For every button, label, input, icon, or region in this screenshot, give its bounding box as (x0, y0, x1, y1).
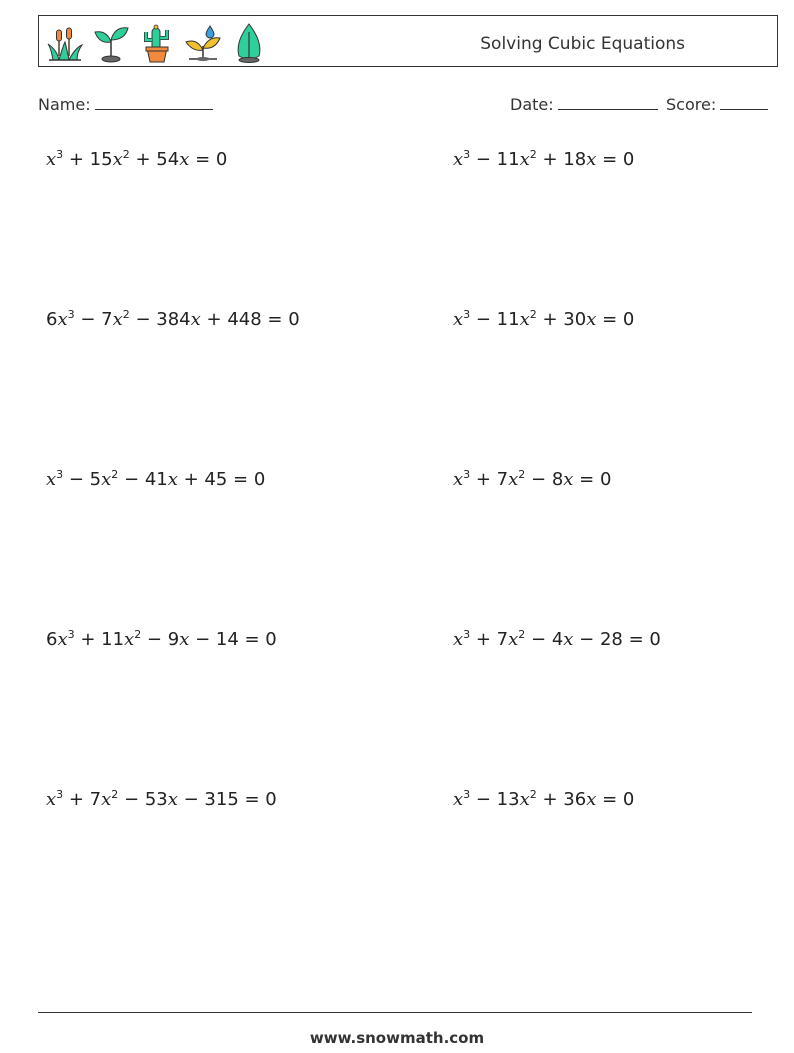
date-label: Date: (510, 95, 554, 114)
equation-p3: $6x^3 - 7x^2 - 384x + 448 = 0$ (46, 308, 300, 330)
name-label: Name: (38, 95, 91, 114)
equation-p9: $x^3 + 7x^2 - 53x - 315 = 0$ (46, 788, 277, 810)
footer-divider (38, 1012, 752, 1013)
score-label: Score: (666, 95, 717, 114)
worksheet-title: Solving Cubic Equations (480, 34, 685, 54)
equation-p6: $x^3 + 7x^2 - 8x = 0$ (453, 468, 612, 490)
equation-p1: $x^3 + 15x^2 + 54x = 0$ (46, 148, 228, 170)
equation-p8: $x^3 + 7x^2 - 4x - 28 = 0$ (453, 628, 661, 650)
equation-p5: $x^3 - 5x^2 - 41x + 45 = 0$ (46, 468, 266, 490)
equation-p10: $x^3 - 13x^2 + 36x = 0$ (453, 788, 635, 810)
equation-p4: $x^3 - 11x^2 + 30x = 0$ (453, 308, 635, 330)
equation-p7: $6x^3 + 11x^2 - 9x - 14 = 0$ (46, 628, 277, 650)
footer-url: www.snowmath.com (309, 1029, 485, 1047)
equation-p2: $x^3 - 11x^2 + 18x = 0$ (453, 148, 635, 170)
